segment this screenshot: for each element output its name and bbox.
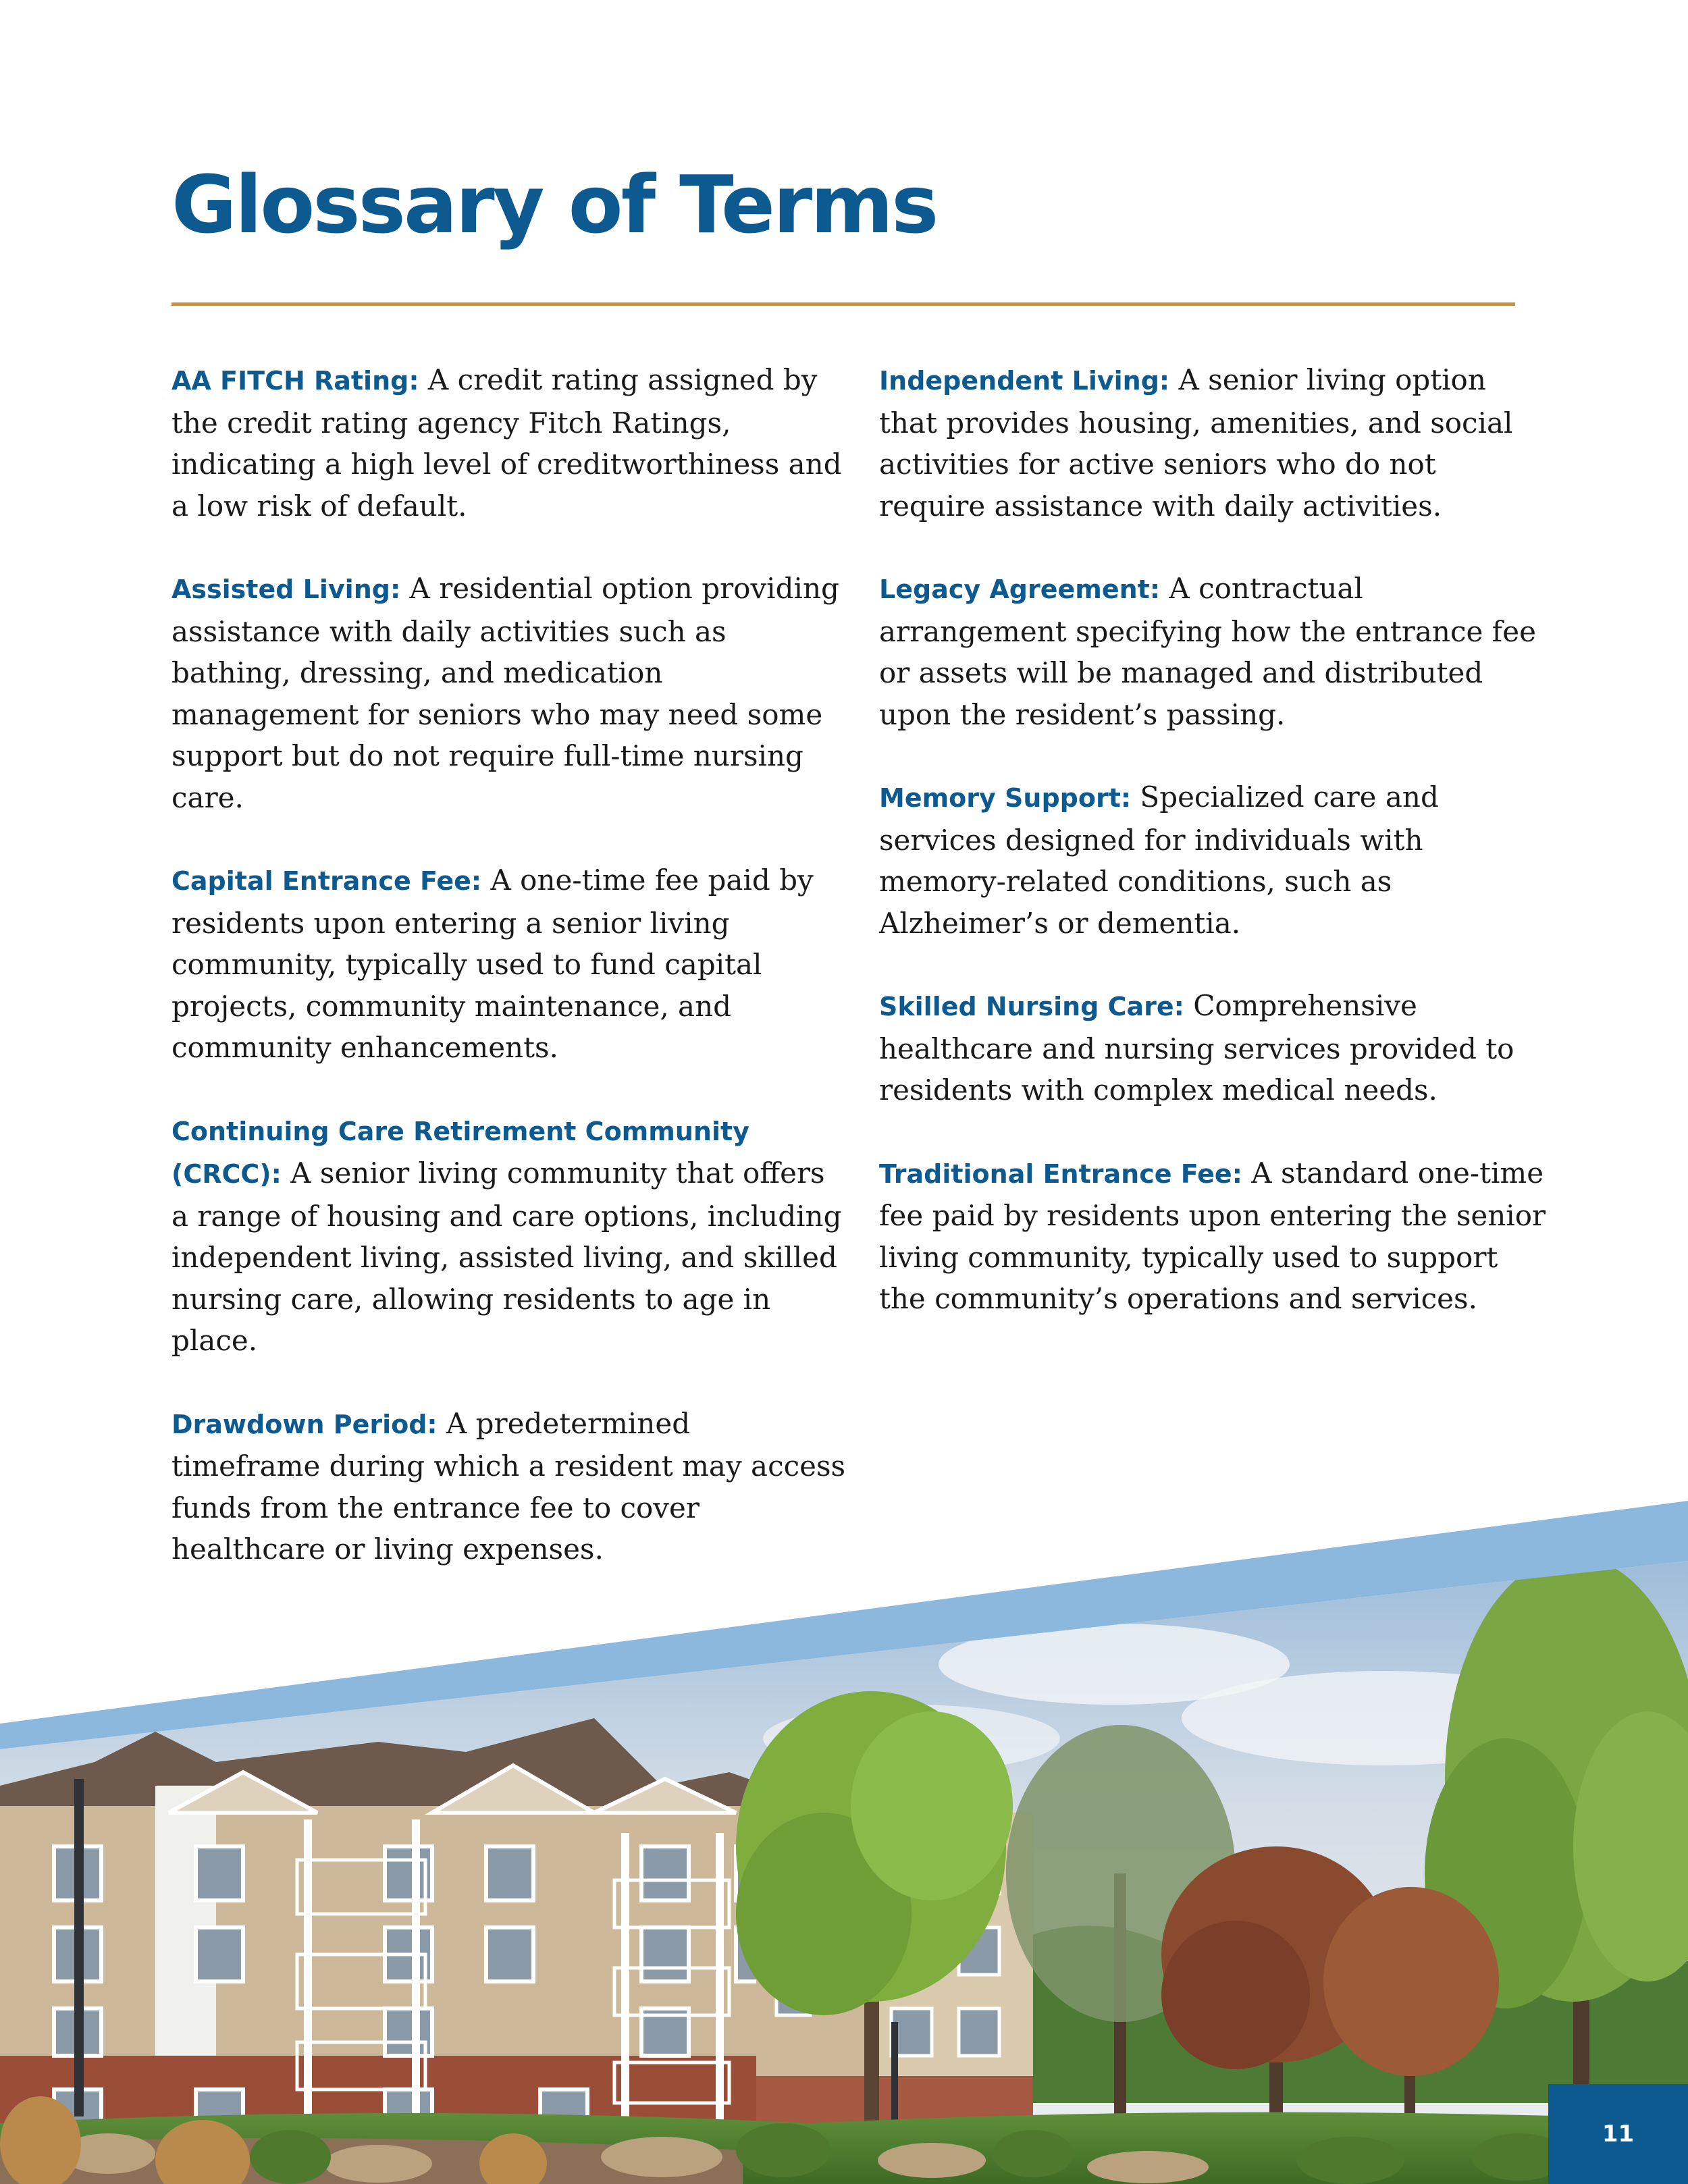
glossary-term: Skilled Nursing Care:: [879, 992, 1184, 1021]
glossary-term: Continuing Care Retirement Community (CRCC):: [172, 1116, 749, 1189]
glossary-entry-aa-fitch-rating: [172, 359, 847, 527]
glossary-entry-independent-living: [879, 359, 1548, 527]
glossary-definition: A one-time fee paid by residents upon entering a senior living community, typically used to fund capital projects, community maintenance, and community enhancements.: [172, 863, 814, 1064]
glossary-term: Independent Living:: [879, 366, 1170, 396]
glossary-definition: Specialized care and services designed for individuals with memory-related conditions, such as Alzheimer’s or dementia.: [879, 780, 1439, 940]
glossary-definition: A residential option providing assistance with daily activities such as bathing, dressing, and medication management for seniors who may need some support but do not require full-time nursing care.: [172, 572, 839, 814]
glossary-entry-legacy-agreement: [879, 568, 1548, 735]
glossary-entry-assisted-living: [172, 568, 847, 818]
title-divider: [172, 302, 1515, 306]
glossary-definition: Comprehensive healthcare and nursing services provided to residents with complex medical needs.: [879, 989, 1514, 1107]
glossary-definition: A predetermined timeframe during which a resident may access funds from the entrance fee to cover healthcare or living expenses.: [172, 1406, 846, 1566]
page-number: 11: [1548, 2084, 1688, 2184]
glossary-definition: A credit rating assigned by the credit rating agency Fitch Ratings, indicating a high level of creditworthiness and a low risk of default.: [172, 363, 842, 523]
page-title: Glossary of Terms: [172, 158, 937, 251]
glossary-definition: A contractual arrangement specifying how the entrance fee or assets will be managed and distributed upon the resident’s passing.: [879, 572, 1536, 731]
glossary-entry-memory-support: [879, 776, 1548, 944]
glossary-entry-crcc: [172, 1110, 847, 1362]
glossary-column-right: [879, 359, 1548, 1361]
community-photo: [0, 1495, 1688, 2184]
glossary-definition: A senior living option that provides housing, amenities, and social activities for active seniors who do not require assistance with daily activities.: [879, 363, 1513, 523]
glossary-entry-traditional-entrance-fee: [879, 1152, 1548, 1320]
glossary-term: Memory Support:: [879, 783, 1132, 813]
glossary-term: Assisted Living:: [172, 575, 401, 604]
glossary-column-left: [172, 359, 847, 1612]
glossary-entry-capital-entrance-fee: [172, 859, 847, 1069]
glossary-term: Traditional Entrance Fee:: [879, 1158, 1242, 1189]
glossary-term: Legacy Agreement:: [879, 575, 1161, 604]
glossary-term: Drawdown Period:: [172, 1409, 438, 1439]
glossary-term: AA FITCH Rating:: [172, 366, 419, 396]
glossary-term: Capital Entrance Fee:: [172, 866, 482, 896]
glossary-definition: A standard one-time fee paid by residents upon entering the senior living community, typically used to support the community’s operations and services.: [879, 1156, 1546, 1315]
glossary-entry-skilled-nursing-care: [879, 985, 1548, 1111]
glossary-definition: A senior living community that offers a range of housing and care options, including independent living, assisted living, and skilled nursing care, allowing residents to age in place.: [172, 1156, 842, 1357]
